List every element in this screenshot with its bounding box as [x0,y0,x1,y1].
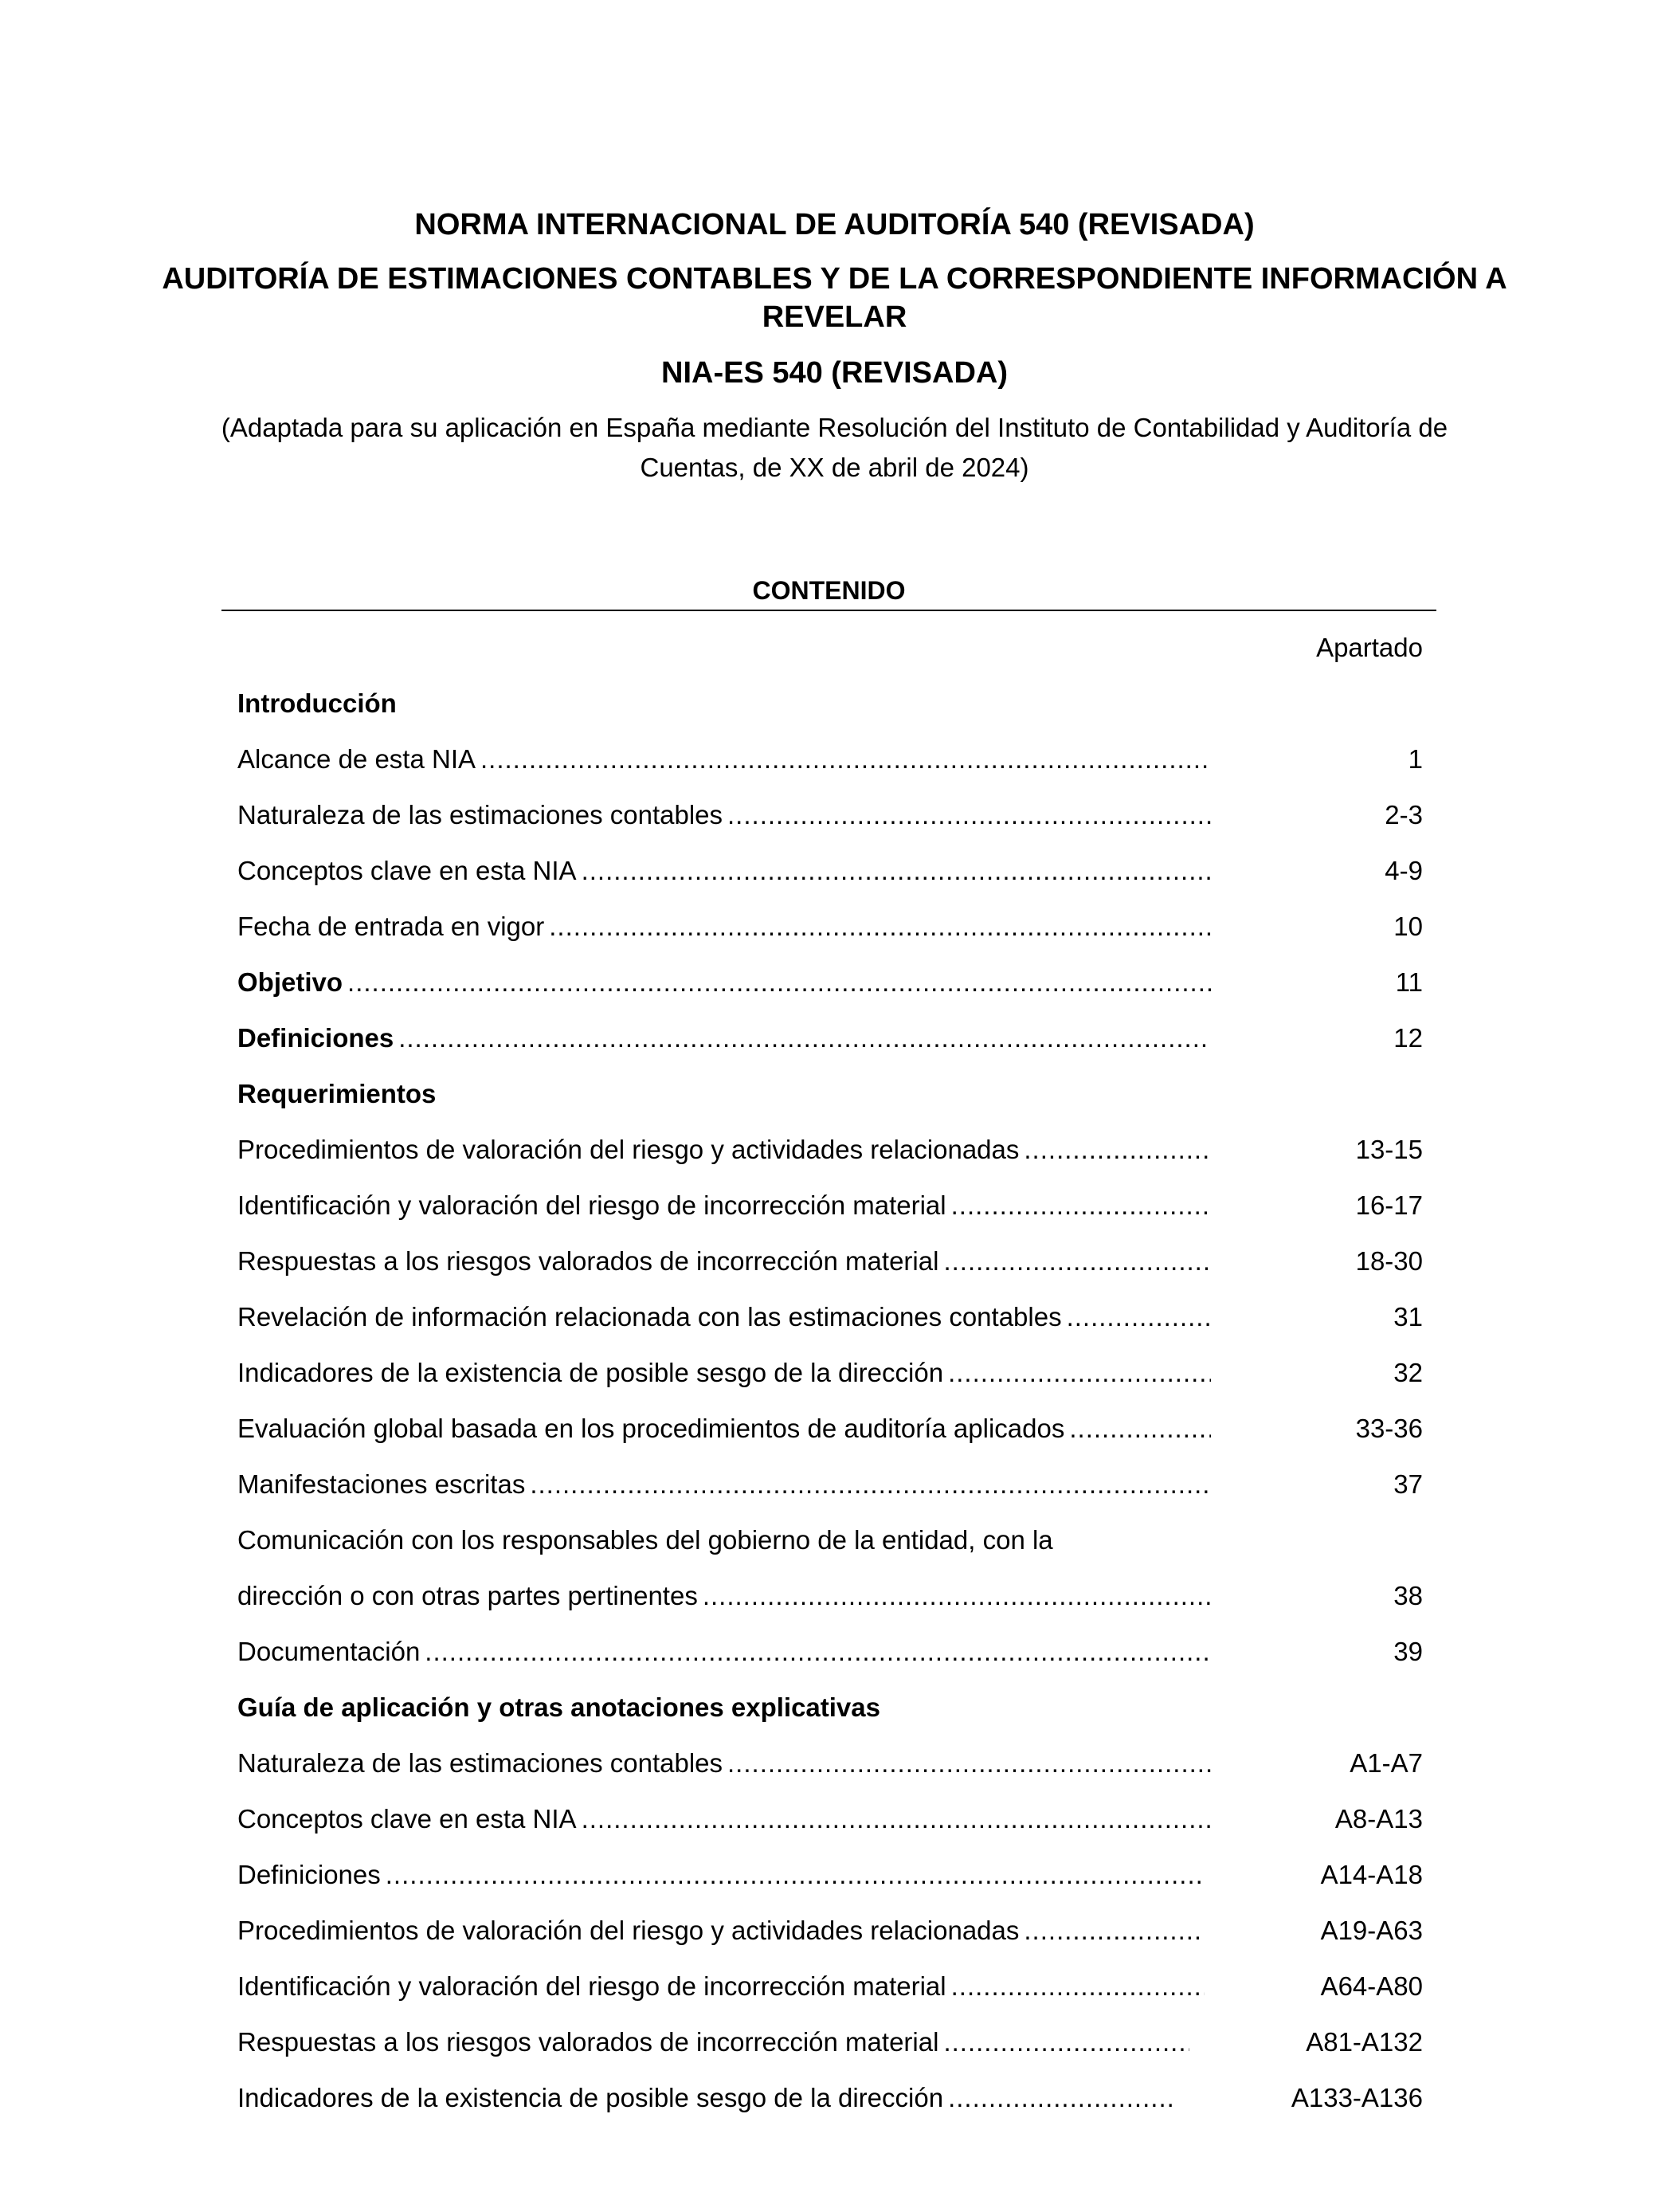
table-of-contents [237,628,1423,2134]
toc-entry-label: Indicadores de la existencia de posible sesgo de la dirección [237,1358,944,1387]
toc-entry-paragraph: 32 [1393,1358,1423,1387]
toc-entry-paragraph: 12 [1393,1023,1423,1053]
toc-entry-paragraph: 4-9 [1385,856,1423,885]
toc-entry-label: Identificación y valoración del riesgo de incorrección material [237,1190,946,1220]
toc-entry-label: Fecha de entrada en vigor [237,912,545,941]
toc-leader-dots [582,851,1211,891]
toc-leader-dots [549,907,1211,947]
toc-entry-paragraph: A1-A7 [1350,1748,1423,1778]
toc-row [237,1688,1423,1743]
toc-row [237,2078,1423,2134]
toc-row [237,1576,1423,1632]
toc-entry-label: Evaluación global basada en los procedimientos de auditoría aplicados [237,1414,1065,1443]
toc-row [237,1743,1423,1799]
toc-row [237,739,1423,795]
toc-entry-paragraph: 18-30 [1355,1246,1423,1276]
standard-title: NORMA INTERNACIONAL DE AUDITORÍA 540 (REVISADA) [414,208,1255,241]
title-block [159,206,1510,488]
toc-leader-dots [703,1576,1211,1616]
toc-row [237,1130,1423,1186]
toc-entry-label: Respuestas a los riesgos valorados de incorrección material [237,2027,939,2057]
toc-rows [237,684,1423,2134]
toc-entry-paragraph: 37 [1393,1469,1423,1499]
toc-row [237,1911,1423,1967]
toc-row [237,1967,1423,2022]
standard-code: NIA-ES 540 (REVISADA) [661,356,1008,390]
toc-leader-dots [943,1241,1211,1281]
toc-entry-label: Manifestaciones escritas [237,1469,526,1499]
toc-row [237,795,1423,851]
toc-entry-label: Objetivo [237,967,343,997]
standard-subtitle: AUDITORÍA DE ESTIMACIONES CONTABLES Y DE LA CORRESPONDIENTE INFORMACIÓN A REVELAR [162,262,1507,334]
toc-row [237,1855,1423,1911]
toc-row [237,1799,1423,1855]
toc-leader-dots [943,2022,1189,2062]
toc-leader-dots [582,1799,1211,1839]
toc-column-label: Apartado [1316,633,1423,662]
toc-entry-paragraph: A64-A80 [1320,1971,1423,2001]
toc-entry-label: dirección o con otras partes pertinentes [237,1581,698,1610]
toc-row [237,1353,1423,1409]
toc-entry-label: Procedimientos de valoración del riesgo y actividades relacionadas [237,1916,1020,1945]
toc-section-heading: Guía de aplicación y otras anotaciones explicativas [237,1692,880,1722]
toc-entry-paragraph: 2-3 [1385,800,1423,830]
toc-heading: CONTENIDO [752,576,906,605]
toc-entry-label: Naturaleza de las estimaciones contables [237,800,723,830]
toc-leader-dots [530,1465,1211,1504]
toc-entry-paragraph: A81-A132 [1306,2027,1423,2057]
toc-leader-dots [425,1632,1211,1672]
toc-entry-paragraph: 11 [1395,967,1423,997]
toc-entry-paragraph: 39 [1393,1637,1423,1666]
toc-row [237,907,1423,963]
toc-entry-paragraph: 10 [1393,912,1423,941]
toc-row [237,1465,1423,1520]
toc-row [237,963,1423,1018]
toc-entry-paragraph: 33-36 [1355,1414,1423,1443]
toc-row [237,1632,1423,1688]
toc-leader-dots [347,963,1211,1002]
toc-entry-label: Conceptos clave en esta NIA [237,856,577,885]
toc-entry-paragraph: A8-A13 [1334,1804,1423,1834]
toc-row [237,1186,1423,1241]
toc-entry-paragraph: 16-17 [1355,1190,1423,1220]
toc-leader-dots [951,1967,1205,2006]
toc-leader-dots [727,795,1211,835]
toc-entry-label: Revelación de información relacionada con las estimaciones contables [237,1302,1062,1332]
toc-entry-paragraph: A14-A18 [1320,1860,1423,1889]
toc-entry-label: Comunicación con los responsables del gobierno de la entidad, con la [237,1525,1053,1555]
toc-entry-label: Documentación [237,1637,421,1666]
toc-entry-label: Naturaleza de las estimaciones contables [237,1748,723,1778]
toc-leader-dots [480,739,1211,779]
toc-section-heading: Requerimientos [237,1079,437,1108]
toc-entry-label: Definiciones [237,1023,394,1053]
toc-row [237,1241,1423,1297]
toc-leader-dots [1024,1130,1211,1170]
toc-leader-dots [948,1353,1211,1393]
toc-row [237,1520,1423,1576]
toc-row [237,1409,1423,1465]
toc-leader-dots [1069,1409,1211,1449]
toc-entry-paragraph: 13-15 [1355,1135,1423,1164]
toc-row [237,1074,1423,1130]
toc-entry-paragraph: 38 [1393,1581,1423,1610]
toc-row [237,1297,1423,1353]
toc-leader-dots [727,1743,1211,1783]
toc-row [237,684,1423,739]
toc-leader-dots [1024,1911,1204,1951]
toc-row [237,1018,1423,1074]
toc-entry-paragraph: A19-A63 [1320,1916,1423,1945]
toc-entry-paragraph: A133-A136 [1291,2083,1423,2112]
toc-entry-label: Indicadores de la existencia de posible sesgo de la dirección [237,2083,944,2112]
toc-entry-label: Conceptos clave en esta NIA [237,1804,577,1834]
toc-entry-label: Respuestas a los riesgos valorados de incorrección material [237,1246,939,1276]
toc-row [237,851,1423,907]
toc-entry-label: Identificación y valoración del riesgo de incorrección material [237,1971,946,2001]
toc-leader-dots [398,1018,1211,1058]
toc-leader-dots [951,1186,1211,1226]
toc-entry-label: Procedimientos de valoración del riesgo y actividades relacionadas [237,1135,1020,1164]
toc-section-heading: Introducción [237,688,397,718]
toc-entry-paragraph: 31 [1393,1302,1423,1332]
toc-leader-dots [1067,1297,1211,1337]
toc-entry-label: Alcance de esta NIA [237,744,476,774]
toc-entry-label: Definiciones [237,1860,381,1889]
toc-leader-dots [386,1855,1205,1895]
toc-entry-paragraph: 1 [1408,744,1423,774]
toc-divider [221,610,1436,611]
adaptation-note: (Adaptada para su aplicación en España mediante Resolución del Instituto de Contabilidad y Auditoría de Cuentas, de XX de abril de 2024) [221,413,1448,482]
toc-leader-dots [948,2078,1175,2118]
toc-row [237,2022,1423,2078]
